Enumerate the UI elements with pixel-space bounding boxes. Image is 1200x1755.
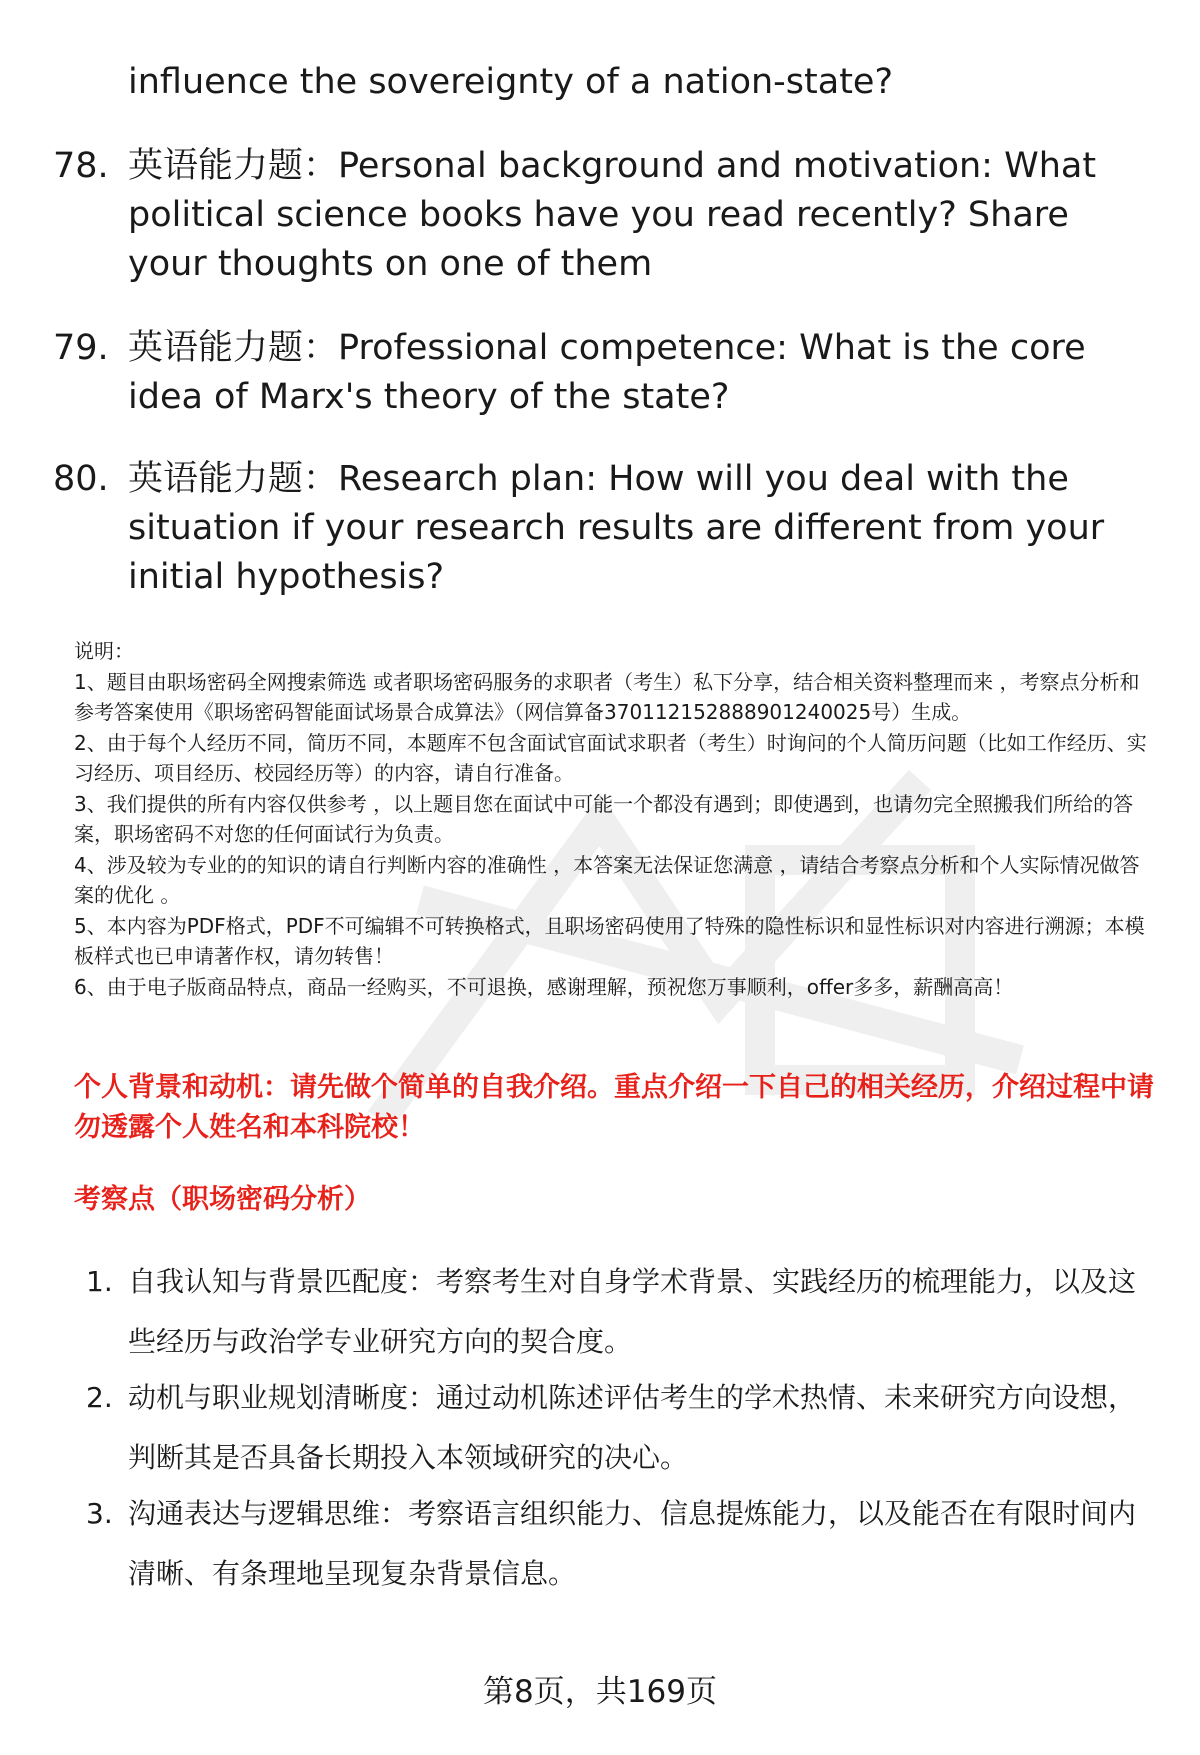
analysis-text: 动机与职业规划清晰度：通过动机陈述评估考生的学术热情、未来研究方向设想，判断其是否具备长期投入本领域研究的决心。 <box>128 1381 1137 1474</box>
note-item: 3、我们提供的所有内容仅供参考 ，以上题目您在面试中可能一个都没有遇到；即使遇到，也请勿完全照搬我们所给的答案，职场密码不对您的任何面试行为负责。 <box>74 791 1134 846</box>
question-text: 英语能力题：Research plan: How will you deal with the situation if your research results are different from your initial hypothesis? <box>128 459 1105 597</box>
notes-title: 说明： <box>74 639 134 663</box>
question-heading: 个人背景和动机：请先做个简单的自我介绍。重点介绍一下自己的相关经历，介绍过程中请勿透露个人姓名和本科院校！ <box>74 1072 1154 1143</box>
question-number: 79. <box>53 328 109 368</box>
note-item: 2、由于每个人经历不同，简历不同，本题库不包含面试官面试求职者（考生）时询问的个人简历问题（比如工作经历、实习经历、项目经历、校园经历等）的内容，请自行准备。 <box>74 730 1147 785</box>
note-item: 4、涉及较为专业的的知识的请自行判断内容的准确性 ，本答案无法保证您满意 ，请结合考察点分析和个人实际情况做答案的优化 。 <box>74 852 1140 907</box>
analysis-text: 沟通表达与逻辑思维：考察语言组织能力、信息提炼能力，以及能否在有限时间内清晰、有条理地呈现复杂背景信息。 <box>128 1497 1137 1590</box>
note-item: 5、本内容为PDF格式，PDF不可编辑不可转换格式，且职场密码使用了特殊的隐性标识和显性标识对内容进行溯源；本模板样式也已申请著作权，请勿转售！ <box>74 913 1145 968</box>
analysis-number: 1. <box>86 1265 113 1298</box>
question-continuation: influence the sovereignty of a nation-state? <box>128 62 894 102</box>
question-text: 英语能力题：Professional competence: What is the core idea of Marx's theory of the state? <box>128 328 1086 417</box>
question-text: 英语能力题：Personal background and motivation: What political science books have you read recently? Share your thoughts on one of them <box>128 146 1097 284</box>
note-item: 1、题目由职场密码全网搜索筛选 或者职场密码服务的求职者（考生）私下分享，结合相关资料整理而来 ，考察点分析和参考答案使用《职场密码智能面试场景合成算法》（网信算备370112152888901240025号）生成。 <box>74 669 1140 724</box>
question-number: 80. <box>53 459 109 499</box>
analysis-number: 2. <box>86 1381 113 1414</box>
analysis-heading: 考察点（职场密码分析） <box>74 1184 371 1215</box>
page-footer: 第8页，共169页 <box>483 1674 717 1710</box>
analysis-number: 3. <box>86 1497 113 1530</box>
notes-section <box>74 636 1154 1002</box>
analysis-text: 自我认知与背景匹配度：考察考生对自身学术背景、实践经历的梳理能力，以及这些经历与政治学专业研究方向的契合度。 <box>128 1265 1137 1358</box>
note-item: 6、由于电子版商品特点，商品一经购买，不可退换，感谢理解，预祝您万事顺利，offer多多，薪酬高高！ <box>74 974 1014 999</box>
question-number: 78. <box>53 146 109 186</box>
